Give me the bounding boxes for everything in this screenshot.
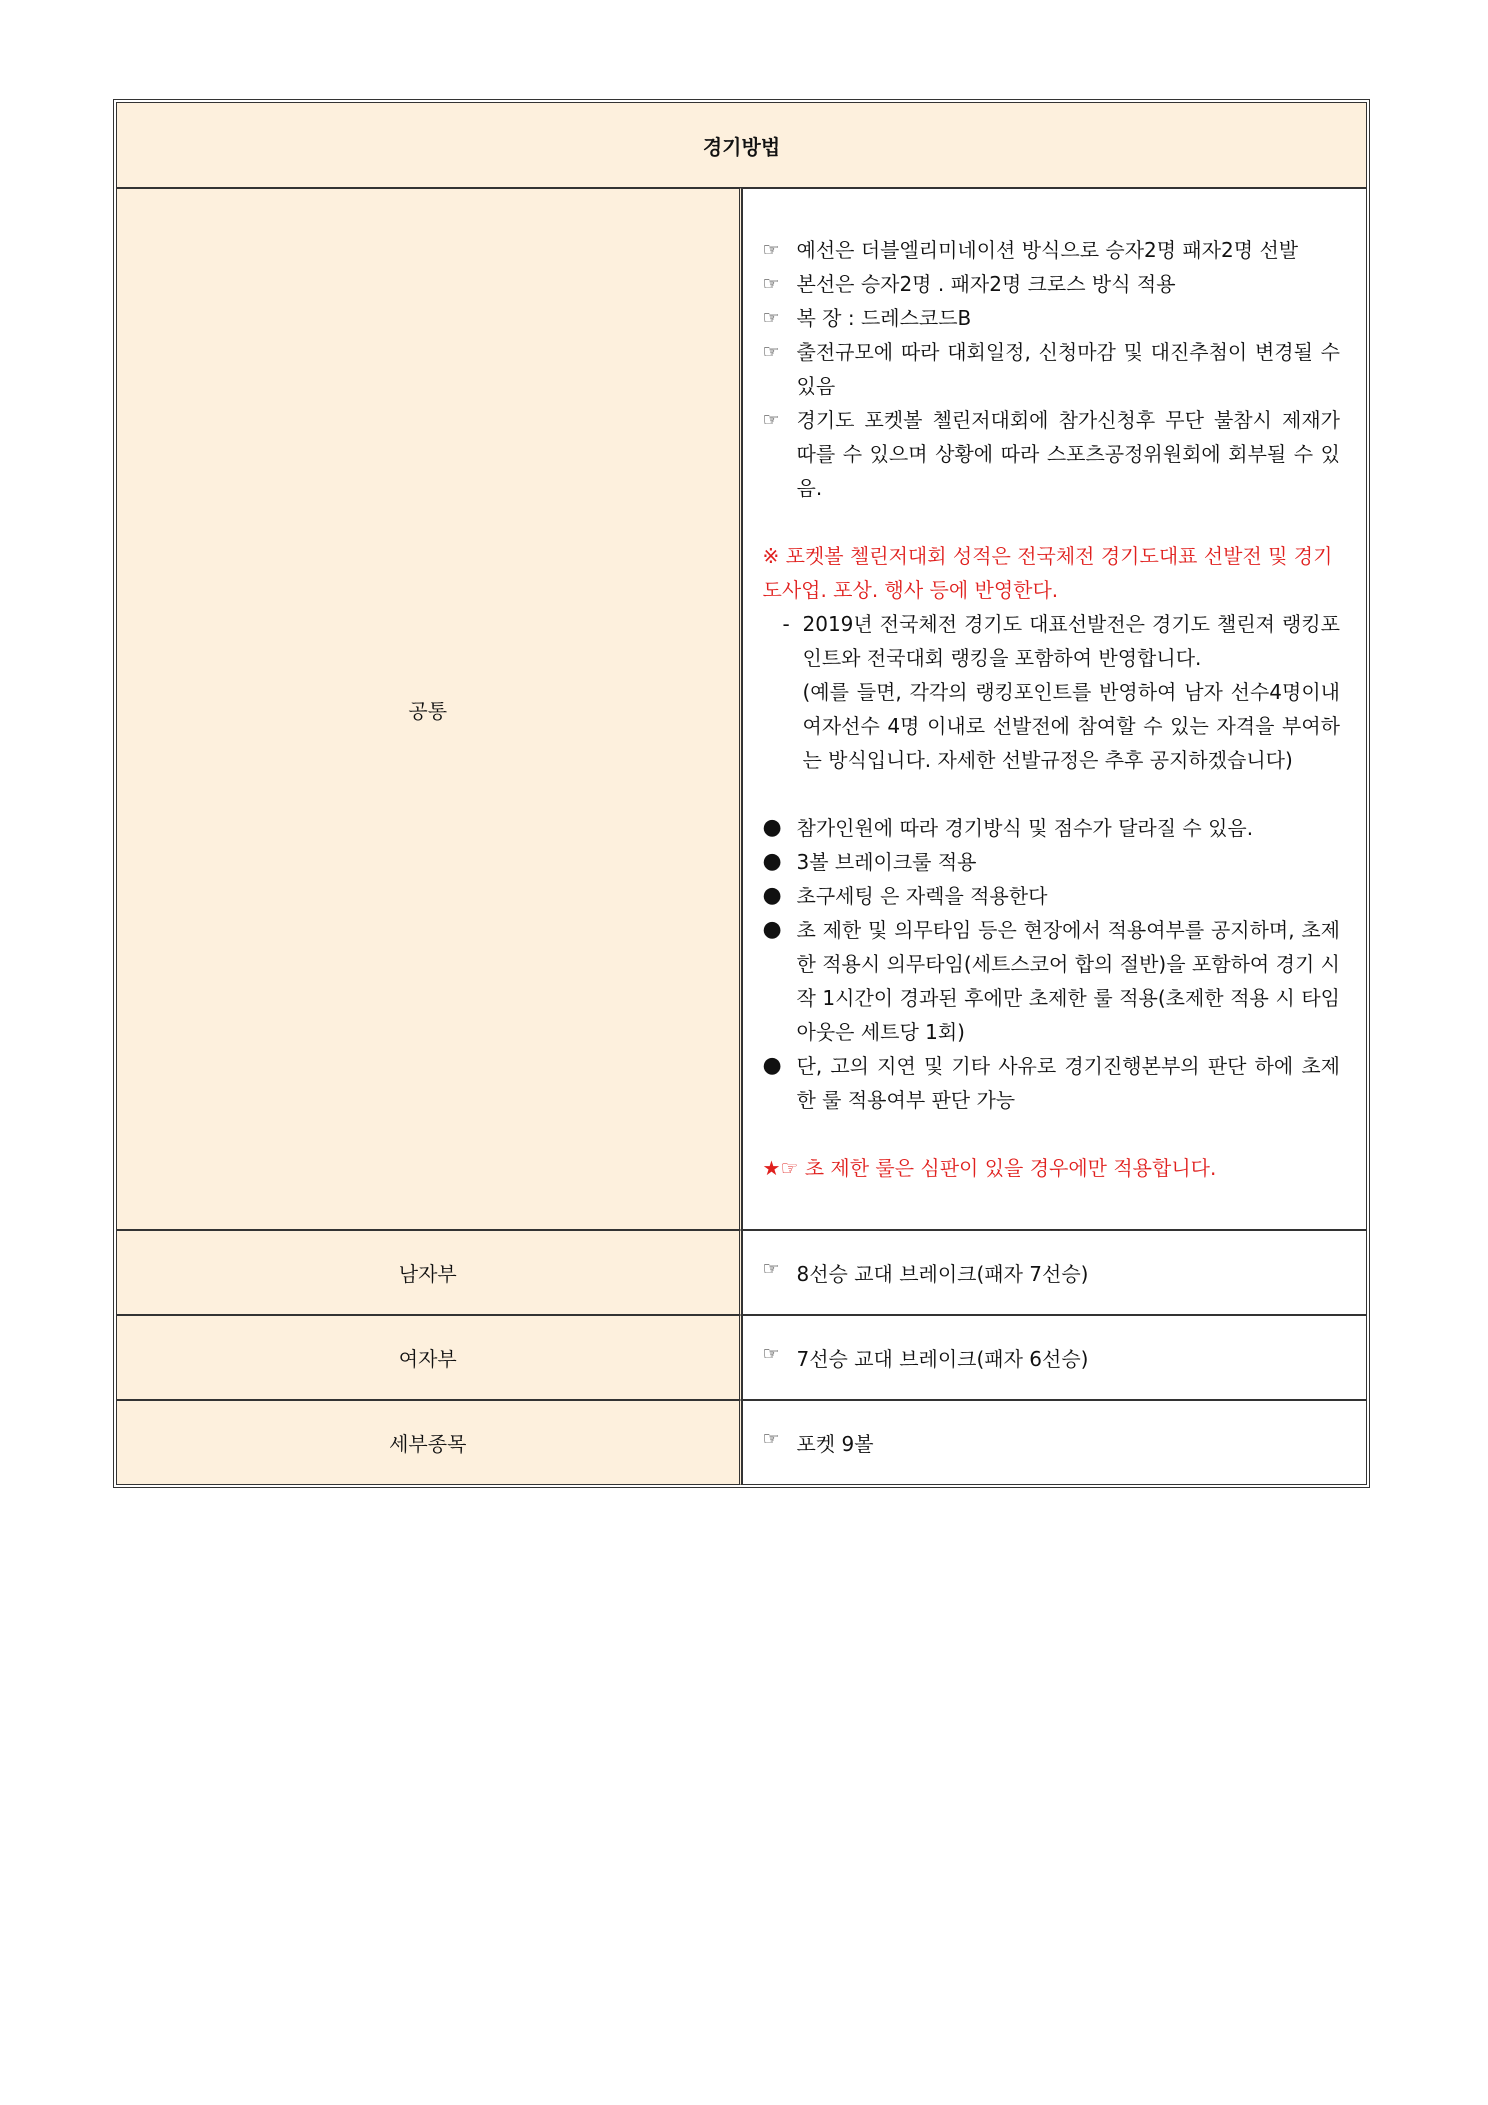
black-circle-icon: ●: [762, 1053, 782, 1078]
pointing-hand-icon: ☞: [762, 341, 780, 363]
row-label-event: 세부종목: [116, 1400, 742, 1485]
black-circle-icon: ●: [762, 917, 782, 942]
row-label-common: 공통: [116, 188, 742, 1230]
spacer: [763, 1117, 1341, 1151]
bullet-line: ● 3볼 브레이크룰 적용: [763, 845, 1341, 879]
common-content: [742, 188, 1368, 1230]
selection-example: (예를 들면, 각각의 랭킹포인트를 반영하여 남자 선수4명이내 여자선수 4명 이내로 선발전에 참여할 수 있는 자격을 부여하는 방식입니다. 자세한 선발규정은 추후 공지하겠습니다): [802, 680, 1340, 772]
dash-mark: -: [782, 612, 790, 636]
mens-content: [742, 1230, 1368, 1315]
notice-text: 포켓볼 첼린저대회 성적은 전국체전 경기도대표 선발전 및 경기도사업. 포상. 행사 등에 반영한다.: [762, 544, 1333, 602]
pointing-hand-icon: ☞: [780, 1156, 799, 1180]
notice-line: [763, 539, 1341, 607]
star-icon: ★: [762, 1156, 781, 1180]
pointing-hand-icon: ☞: [762, 239, 780, 261]
row-label-womens: 여자부: [116, 1315, 742, 1400]
bullet-line: ● 단, 고의 지연 및 기타 사유로 경기진행본부의 판단 하에 초제한 룰 적용여부 판단 가능: [763, 1049, 1341, 1117]
pointing-hand-icon: ☞: [762, 1428, 780, 1450]
black-circle-icon: ●: [762, 849, 782, 874]
pointing-hand-icon: ☞: [762, 307, 780, 329]
pointing-hand-icon: ☞: [762, 273, 780, 295]
womens-row: [116, 1315, 1367, 1400]
pointing-hand-icon: ☞: [762, 1258, 780, 1280]
star-note-text: 초 제한 룰은 심판이 있을 경우에만 적용합니다.: [804, 1156, 1217, 1180]
pointer-line: ☞ 예선은 더블엘리미네이션 방식으로 승자2명 패자2명 선발: [763, 233, 1341, 267]
mens-rule-text: 8선승 교대 브레이크(패자 7선승): [796, 1262, 1089, 1286]
reference-mark: ※: [762, 544, 780, 568]
mens-row: [116, 1230, 1367, 1315]
document-table-frame: [113, 99, 1370, 1488]
spacer: [763, 777, 1341, 811]
spacer: [763, 505, 1341, 539]
common-row: [116, 188, 1367, 1230]
womens-content: [742, 1315, 1368, 1400]
bullet-line: ● 참가인원에 따라 경기방식 및 점수가 달라질 수 있음.: [763, 811, 1341, 845]
pointer-line: ☞ 경기도 포켓볼 첼린저대회에 참가신청후 무단 불참시 제재가 따를 수 있으며 상황에 따라 스포츠공정위원회에 회부될 수 있음.: [763, 403, 1341, 505]
black-circle-icon: ●: [762, 815, 782, 840]
table-title: 경기방법: [116, 102, 1367, 188]
black-circle-icon: ●: [762, 883, 782, 908]
pointing-hand-icon: ☞: [762, 409, 780, 431]
selection-note: - 2019년 전국체전 경기도 대표선발전은 경기도 챌린져 랭킹포인트와 전국대회 랭킹을 포함하여 반영합니다.: [763, 607, 1341, 675]
womens-rule-text: 7선승 교대 브레이크(패자 6선승): [796, 1347, 1089, 1371]
pointer-line: ☞ 출전규모에 따라 대회일정, 신청마감 및 대진추첨이 변경될 수 있음: [763, 335, 1341, 403]
pointer-line: ☞ 복 장 : 드레스코드B: [763, 301, 1341, 335]
event-row: [116, 1400, 1367, 1485]
event-text: 포켓 9볼: [796, 1432, 874, 1456]
pointing-hand-icon: ☞: [762, 1343, 780, 1365]
row-label-mens: 남자부: [116, 1230, 742, 1315]
title-row: [116, 102, 1367, 188]
competition-method-table: [116, 102, 1367, 1485]
pointer-line: ☞ 본선은 승자2명 . 패자2명 크로스 방식 적용: [763, 267, 1341, 301]
bullet-line: ● 초구세팅 은 자렉을 적용한다: [763, 879, 1341, 913]
bullet-line: ● 초 제한 및 의무타임 등은 현장에서 적용여부를 공지하며, 초제한 적용시 의무타임(세트스코어 합의 절반)을 포함하여 경기 시작 1시간이 경과된 후에만 초제한 룰 적용(초제한 적용 시 타임아웃은 세트당 1회): [763, 913, 1341, 1049]
star-note: [763, 1151, 1341, 1185]
event-content: [742, 1400, 1368, 1485]
